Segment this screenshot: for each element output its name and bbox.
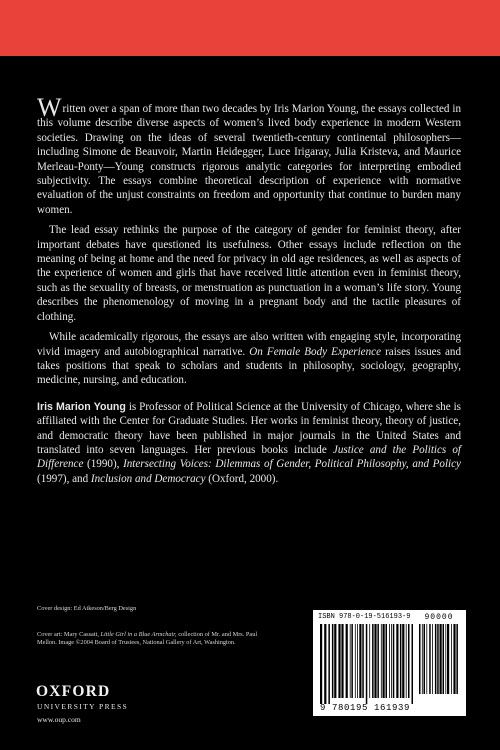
previous-book-title: Justice and the Politics of Difference xyxy=(37,443,461,471)
price-addon-digits: 90000 xyxy=(424,613,454,622)
ean-barcode-bars xyxy=(319,624,415,704)
barcode-bar xyxy=(320,624,322,704)
barcode-bar xyxy=(346,624,348,698)
barcode-bar xyxy=(389,624,390,698)
publisher-press: UNIVERSITY PRESS xyxy=(37,702,129,711)
barcode-bar xyxy=(324,624,326,704)
barcode-bar xyxy=(412,624,414,704)
previous-book-title: Intersecting Voices: Dilemmas of Gender, Political Philosophy, and Policy xyxy=(123,458,461,471)
author-name: Iris Marion Young xyxy=(37,400,126,413)
barcode-bar xyxy=(447,624,449,694)
bio-text: (Oxford, 2000). xyxy=(205,472,279,485)
barcode-bar xyxy=(350,624,351,698)
barcode-bar xyxy=(383,624,385,698)
barcode-bar xyxy=(422,624,423,694)
barcode-bar xyxy=(386,624,388,698)
barcode-bar xyxy=(396,624,398,698)
barcode-bar xyxy=(451,624,452,694)
barcode-bar xyxy=(328,624,330,704)
credit-text: Cover art: Mary Cassatt, xyxy=(37,631,101,638)
blurb-text: raises issues and takes positions that speak to scholars and students in philosophy, sociology, geography, medicine, nursing, and education. xyxy=(37,345,462,387)
barcode-bar xyxy=(429,624,431,694)
barcode-bar xyxy=(338,624,340,698)
barcode-bar xyxy=(372,624,374,698)
barcode-bar xyxy=(341,624,343,698)
barcode-bar xyxy=(408,624,410,698)
author-bio xyxy=(37,400,461,486)
bio-text: (1997), and xyxy=(37,472,91,485)
blurb-text: ritten over a span of more than two decades by Iris Marion Young, the essays collected in this volume describe diverse aspects of women’s lived body experience in modern Western societies. Drawing on the ideas of several twentieth-century continental philosophers—including Simone de Beauvoir, Martin Heidegger, Luce Irigaray, Julia Kristeva, and Maurice Merleau-Ponty—Young constructs rigorous analytic categories for interpreting embodied subjectivity. The essays combine theoretical description of experience with normative evaluation of the unjust constraints on freedom and opportunity that continue to burden many women. xyxy=(37,103,461,216)
book-title: On Female Body Experience xyxy=(249,345,382,358)
barcode-bar xyxy=(393,624,395,698)
barcode-bar xyxy=(366,624,368,704)
cover-design-credit: Cover design: Ed Atkeson/Berg Design xyxy=(37,605,137,612)
barcode-bar xyxy=(391,624,392,698)
barcode-bar xyxy=(426,624,427,694)
barcode xyxy=(313,610,466,716)
barcode-bar xyxy=(402,624,404,698)
barcode-bar xyxy=(369,624,370,698)
barcode-bar xyxy=(445,624,446,694)
top-color-band xyxy=(0,0,500,56)
barcode-bar xyxy=(374,624,376,698)
barcode-bar xyxy=(453,624,455,694)
publisher-url[interactable]: www.oup.com xyxy=(37,715,81,724)
addon-barcode-bars xyxy=(418,624,460,698)
cover-art-credit xyxy=(37,631,277,647)
barcode-bar xyxy=(406,624,407,698)
ean-digits: 9 780195 161939 xyxy=(319,703,410,713)
barcode-bar xyxy=(419,624,421,694)
barcode-bar xyxy=(362,624,364,698)
barcode-bar xyxy=(359,624,361,698)
blurb-paragraph-3 xyxy=(37,330,461,388)
barcode-bar xyxy=(351,624,353,698)
publisher-logo: OXFORD xyxy=(36,683,111,700)
barcode-bar xyxy=(334,624,336,698)
blurb-paragraph-2: The lead essay rethinks the purpose of the category of gender for feminist theory, after important debates have questioned its usefulness. Other essays include reflection on the meaning of being at home and the need for privacy in old age residences, as well as aspects of the experience of women and girls that have received little attention even in feminist theory, such as the sexuality of breasts, or menstruation as punctuation in a woman’s life story. Young describes the phenomenology of moving in a pregnant body and the tactile pleasures of clothing. xyxy=(37,224,461,323)
blurb-text: While academically rigorous, the essays are also written with engaging style, incorporating vivid imagery and autobiographical narrative. xyxy=(37,331,461,358)
bio-text: is Professor of Political Science at the University of Chicago, where she is affiliated with the Center for Graduate Studies. Her works in feminist theory, theory of justice, and democratic theory have been published in major journals in the United States and translated into seven languages. Her previous books include xyxy=(37,400,461,456)
back-cover-text xyxy=(37,93,462,492)
previous-book-title: Inclusion and Democracy xyxy=(90,472,206,485)
barcode-bar xyxy=(440,624,442,694)
barcode-bar xyxy=(381,624,382,698)
credit-text: collection of Mr. and Mrs. Paul Mellon. Image ©2004 Board of Trustees, National Gallery of Art, Washington. xyxy=(37,631,258,646)
barcode-bar xyxy=(432,624,433,694)
barcode-bar xyxy=(355,624,356,698)
barcode-bar xyxy=(400,624,402,698)
barcode-bar xyxy=(443,624,445,694)
barcode-bar xyxy=(357,624,358,698)
barcode-bar xyxy=(437,624,439,694)
barcode-bar xyxy=(435,624,437,694)
isbn-label: ISBN 978-0-19-516193-9 xyxy=(318,613,411,621)
drop-cap: W xyxy=(37,93,62,122)
barcode-bar xyxy=(377,624,379,698)
barcode-bar xyxy=(456,624,458,694)
artwork-title: Little Girl in a Blue Armchair, xyxy=(100,631,177,638)
barcode-bar xyxy=(424,624,426,694)
bio-text: (1990), xyxy=(83,458,124,471)
blurb-paragraph-1 xyxy=(37,93,461,217)
barcode-bar xyxy=(332,624,334,698)
